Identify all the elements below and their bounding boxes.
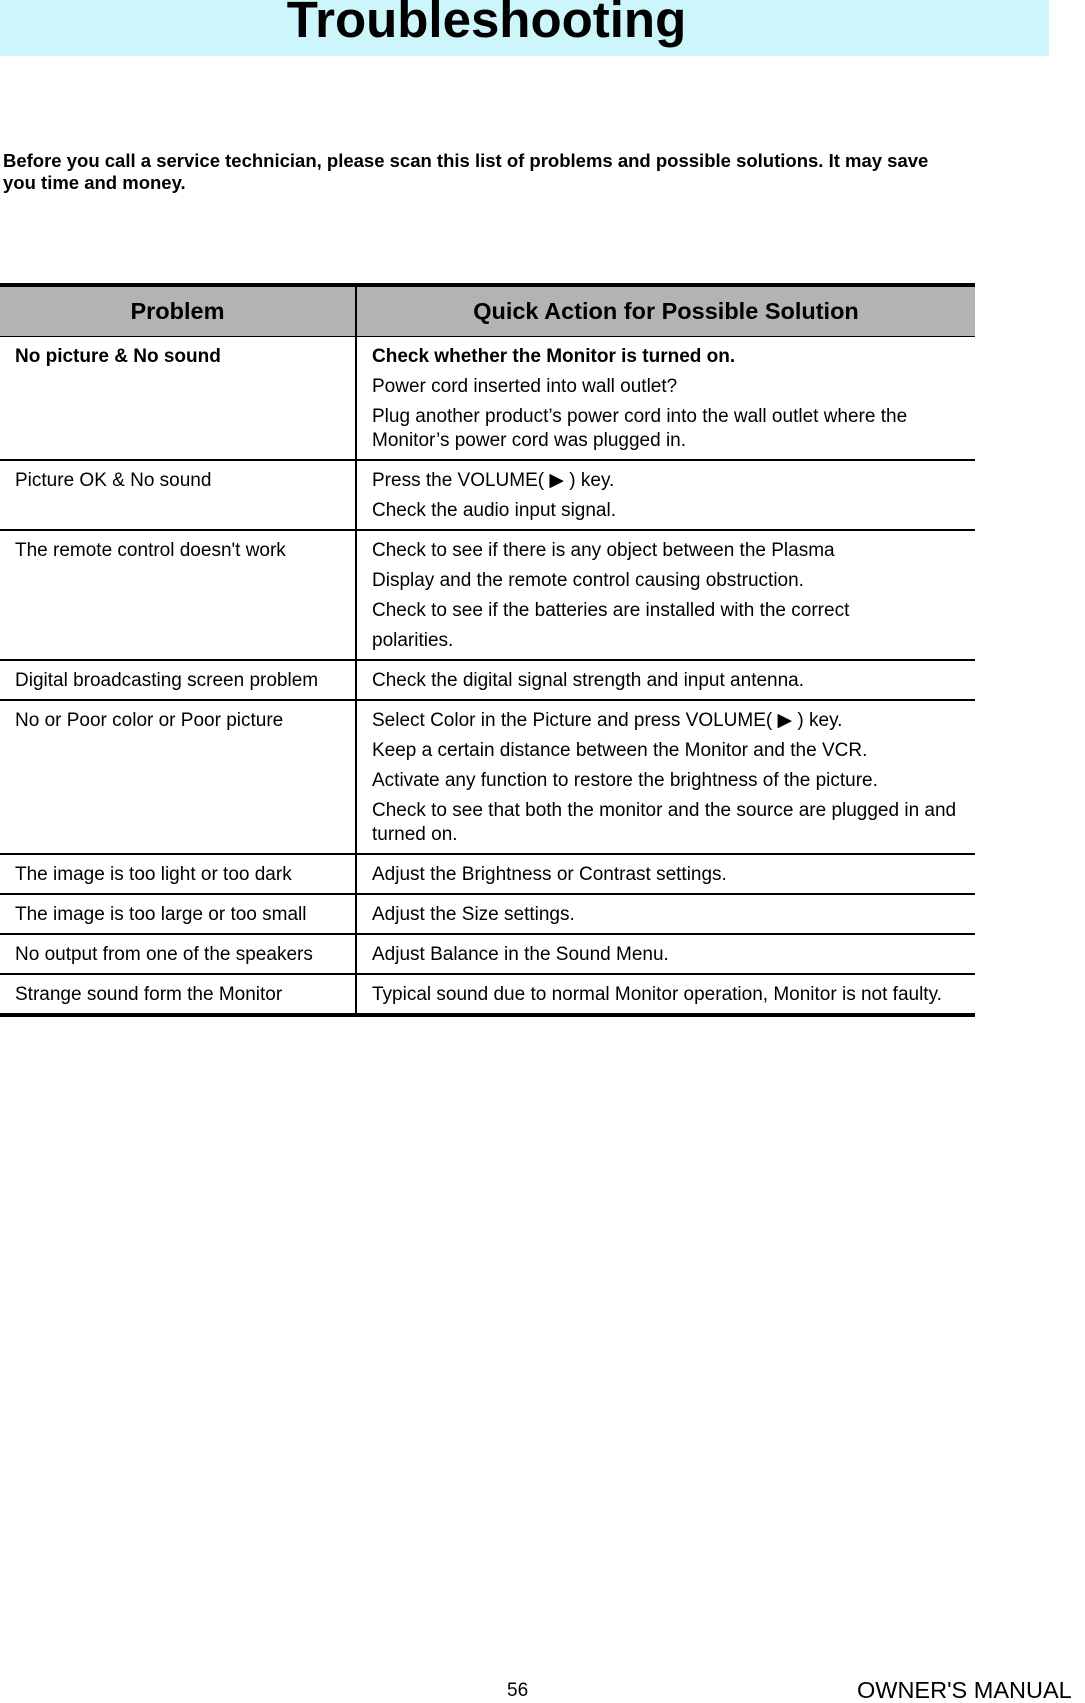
- table-row: [0, 934, 975, 974]
- solution-cell: [356, 974, 975, 1015]
- solution-line: Display and the remote control causing obstruction.: [372, 570, 804, 591]
- solution-cell: [356, 894, 975, 934]
- solution-line: Power cord inserted into wall outlet?: [372, 376, 678, 397]
- table-row: [0, 660, 975, 700]
- problem-cell: Picture OK & No sound: [0, 460, 356, 530]
- table-row: [0, 530, 975, 660]
- problem-cell: The image is too large or too small: [0, 894, 356, 934]
- solution-cell: [356, 934, 975, 974]
- problem-cell: Strange sound form the Monitor: [0, 974, 356, 1015]
- solution-line: Check the audio input signal.: [372, 500, 616, 521]
- solution-line: Typical sound due to normal Monitor operation, Monitor is not faulty.: [372, 984, 942, 1005]
- solution-cell: [356, 700, 975, 854]
- solution-line: Keep a certain distance between the Monitor and the VCR.: [372, 740, 868, 761]
- page-number: 56: [507, 1680, 529, 1701]
- table-body: [0, 337, 975, 1016]
- problem-cell: The image is too light or too dark: [0, 854, 356, 894]
- table-row: [0, 894, 975, 934]
- intro-paragraph: Before you call a service technician, please scan this list of problems and possible solutions. It may save you time and money.: [3, 150, 929, 193]
- problem-cell: No output from one of the speakers: [0, 934, 356, 974]
- solution-line: Check to see that both the monitor and the source are plugged in and turned on.: [372, 800, 957, 845]
- solution-cell: [356, 460, 975, 530]
- solution-cell: [356, 337, 975, 461]
- problem-cell: Digital broadcasting screen problem: [0, 660, 356, 700]
- solution-cell: [356, 854, 975, 894]
- solution-line: Adjust Balance in the Sound Menu.: [372, 944, 669, 965]
- table-row: [0, 974, 975, 1015]
- footer-label: OWNER'S MANUAL: [857, 1677, 1072, 1703]
- troubleshooting-table: [0, 283, 975, 1017]
- solution-line: Select Color in the Picture and press VOLUME( ▶ ) key.: [372, 710, 843, 731]
- table-row: [0, 460, 975, 530]
- solution-line: Plug another product’s power cord into the wall outlet where the Monitor’s power cord was plugged in.: [372, 406, 908, 451]
- solution-line: Check the digital signal strength and input antenna.: [372, 670, 805, 691]
- table-row: [0, 337, 975, 461]
- table-row: [0, 854, 975, 894]
- solution-line: polarities.: [372, 630, 454, 651]
- solution-line: Adjust the Size settings.: [372, 904, 575, 925]
- column-header-problem: Problem: [0, 285, 356, 337]
- problem-cell: No picture & No sound: [0, 337, 356, 461]
- table-row: [0, 700, 975, 854]
- column-header-solution: Quick Action for Possible Solution: [356, 285, 975, 337]
- solution-line: Check whether the Monitor is turned on.: [372, 346, 736, 367]
- solution-line: Check to see if the batteries are installed with the correct: [372, 600, 850, 621]
- problem-cell: The remote control doesn't work: [0, 530, 356, 660]
- solution-cell: [356, 660, 975, 700]
- solution-line: Adjust the Brightness or Contrast settings.: [372, 864, 727, 885]
- solution-cell: [356, 530, 975, 660]
- solution-line: Check to see if there is any object between the Plasma: [372, 540, 835, 561]
- problem-cell: No or Poor color or Poor picture: [0, 700, 356, 854]
- table-header-row: [0, 285, 975, 337]
- solution-line: Activate any function to restore the brightness of the picture.: [372, 770, 878, 791]
- solution-line: Press the VOLUME( ▶ ) key.: [372, 470, 615, 491]
- page-title: Troubleshooting: [286, 0, 687, 48]
